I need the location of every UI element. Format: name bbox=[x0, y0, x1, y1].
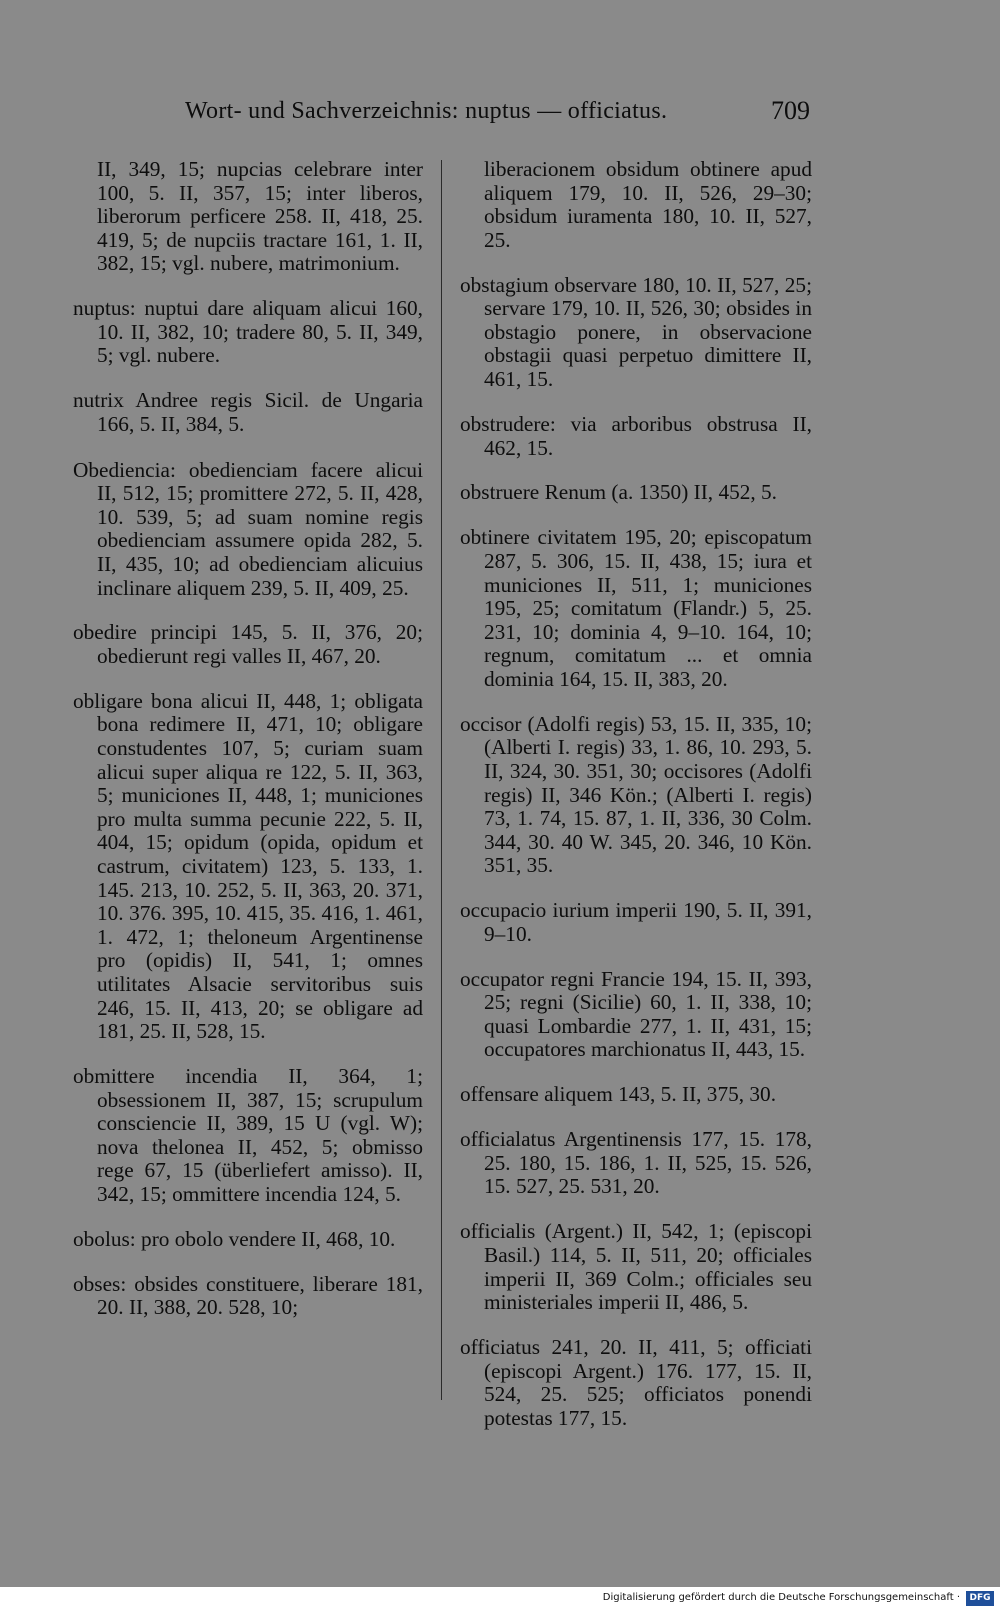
index-entry: officiatus 241, 20. II, 411, 5; officiati (episcopi Argent.) 176. 177, 15. II, 524, 25. 525; officiatos ponendi potestas 177, 15. bbox=[460, 1335, 812, 1430]
index-entry: obedire principi 145, 5. II, 376, 20; obedierunt regi valles II, 467, 20. bbox=[73, 620, 423, 668]
index-entry: obtinere civitatem 195, 20; episcopatum 287, 5. 306, 15. II, 438, 15; iura et municiones II, 511, 1; municiones 195, 25; comitatum (Flandr.) 5, 25. 231, 10; dominia 4, 9–10. 164, 10; regnum, comitatum ... et omnia dominia 164, 15. II, 383, 20. bbox=[460, 525, 812, 691]
index-entry: officialatus Argentinensis 177, 15. 178, 25. 180, 15. 186, 1. II, 525, 15. 526, 15. 527, 25. 531, 20. bbox=[460, 1127, 812, 1199]
index-entry: nutrix Andree regis Sicil. de Ungaria 166, 5. II, 384, 5. bbox=[73, 388, 423, 436]
index-entry: obstruere Renum (a. 1350) II, 452, 5. bbox=[460, 480, 778, 505]
index-entry: officialis (Argent.) II, 542, 1; (episcopi Basil.) 114, 5. II, 511, 20; officiales imperii II, 369 Colm.; officiales seu ministeriales imperii II, 486, 5. bbox=[460, 1219, 812, 1315]
index-entry: Obediencia: obedienciam facere alicui II, 512, 15; promittere 272, 5. II, 428, 10. 539, 5; ad suam nomine regis obedienciam assumere opida 282, 5. II, 435, 10; ad obedienciam alicuius inclinare aliquem 239, 5. II, 409, 25. bbox=[73, 457, 423, 600]
index-entry: obses: obsides constituere, liberare 181, 20. II, 388, 20. 528, 10; bbox=[73, 1271, 423, 1320]
column-divider bbox=[441, 160, 442, 1400]
index-column-left bbox=[73, 158, 423, 1325]
index-entry: occupator regni Francie 194, 15. II, 393, 25; regni (Sicilie) 60, 1. II, 338, 10; quasi Lombardie 277, 1. II, 431, 15; occupatores marchionatus II, 443, 15. bbox=[460, 966, 812, 1062]
index-entry: obolus: pro obolo vendere II, 468, 10. bbox=[73, 1226, 396, 1251]
index-entry: occupacio iurium imperii 190, 5. II, 391, 9–10. bbox=[460, 898, 812, 946]
index-entry: obstrudere: via arboribus obstrusa II, 462, 15. bbox=[460, 411, 812, 460]
index-column-right bbox=[460, 158, 812, 1435]
page-number: 709 bbox=[771, 96, 810, 125]
index-entry: obligare bona alicui II, 448, 1; obligata bona redimere II, 471, 10; obligare constudentes 107, 5; curiam suam alicui super aliqua re 122, 5. II, 363, 5; municiones II, 448, 1; municiones pro multa summa pecunie 222, 5. II, 404, 15; opidum (opida, opidum et castrum, civitatem) 123, 5. 133, 1. 145. 213, 10. 252, 5. II, 363, 20. 371, 10. 376. 395, 10. 415, 35. 416, 1. 461, 1. 472, 1; theloneum Argentinense pro (opidis) II, 541, 1; omnes utilitates Alsacie servitoribus suis 246, 15. II, 413, 20; se obligare ad 181, 25. II, 528, 15. bbox=[73, 688, 423, 1044]
index-entry: offensare aliquem 143, 5. II, 375, 30. bbox=[460, 1082, 777, 1107]
index-entry: nuptus: nuptui dare aliquam alicui 160, 10. II, 382, 10; tradere 80, 5. II, 349, 5; vgl. nubere. bbox=[73, 296, 423, 368]
index-entry: obstagium observare 180, 10. II, 527, 25; servare 179, 10. II, 526, 30; obsides in obstagio ponere, in observacione obstagii quasi perpetuo dimittere II, 461, 15. bbox=[460, 272, 812, 392]
running-header bbox=[180, 98, 810, 138]
footer-bar bbox=[0, 1587, 1000, 1611]
index-entry: obmittere incendia II, 364, 1; obsessionem II, 387, 15; scrupulum consciencie II, 389, 15 U (vgl. W); nova thelonea II, 452, 5; obmisso rege 67, 15 (überliefert amisso). II, 342, 15; ommittere incendia 124, 5. bbox=[73, 1064, 423, 1207]
index-entry: II, 349, 15; nupcias celebrare inter 100, 5. II, 357, 15; inter liberos, liberorum perficere 258. II, 418, 25. 419, 5; de nupciis tractare 161, 1. II, 382, 15; vgl. nubere, matrimonium. bbox=[97, 157, 423, 276]
running-title: Wort- und Sachverzeichnis: nuptus — officiatus. bbox=[185, 98, 668, 124]
index-entry: occisor (Adolfi regis) 53, 15. II, 335, 10; (Alberti I. regis) 33, 1. 86, 10. 293, 5. II, 324, 30. 351, 30; occisores (Adolfi regis) II, 346 Kön.; (Alberti I. regis) 73, 1. 74, 15. 87, 1. II, 336, 30 Colm. 344, 30. 40 W. 345, 20. 346, 10 Kön. 351, 35. bbox=[460, 711, 812, 878]
index-entry: liberacionem obsidum obtinere apud aliquem 179, 10. II, 526, 29–30; obsidum iuramenta 180, 10. II, 527, 25. bbox=[484, 157, 812, 252]
funding-credit: Digitalisierung gefördert durch die Deutsche Forschungsgemeinschaft · bbox=[602, 1592, 960, 1603]
dfg-logo: DFG bbox=[966, 1591, 994, 1606]
